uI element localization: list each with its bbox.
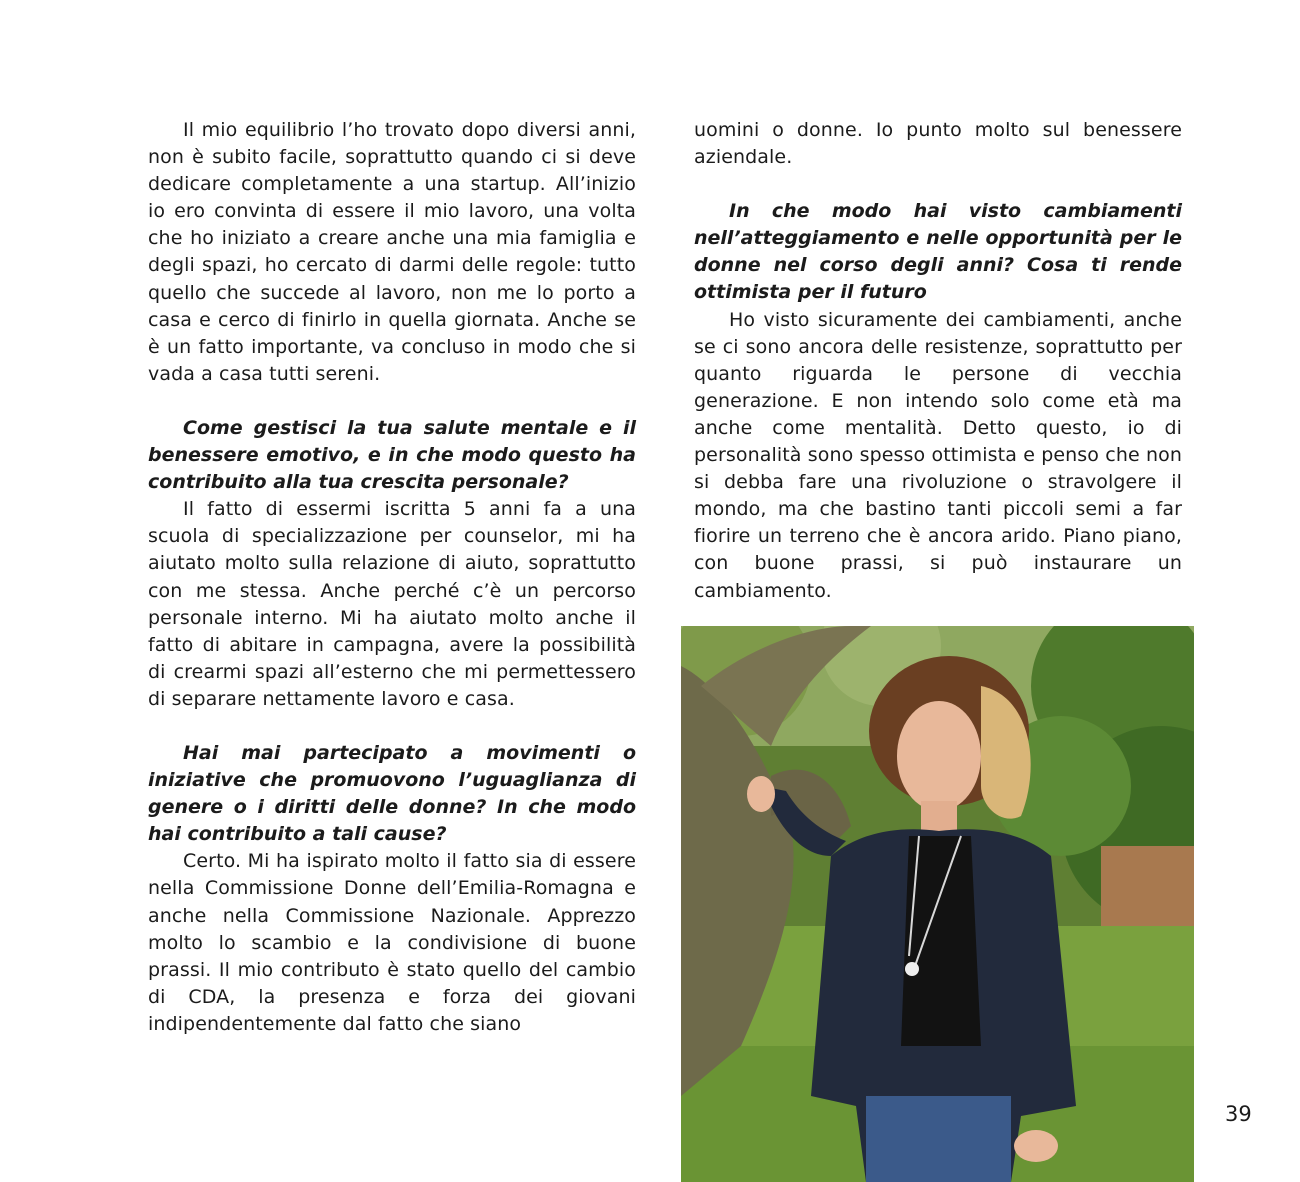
paragraph: Il fatto di essermi iscritta 5 anni fa a una scuola di specializzazione per counselor, mi ha aiutato molto sulla relazione di aiuto, soprattutto con me stessa. Anche perché c’è un percorso personale interno. Mi ha aiutato molto anche il fatto di abitare in campagna, avere la possibilità di crearmi spazi all’esterno che mi permettessero di separare nettamente lavoro e casa. <box>148 498 636 710</box>
paragraph: uomini o donne. Io punto molto sul benessere aziendale. <box>694 119 1182 169</box>
portrait-photo <box>681 626 1194 1182</box>
left-column <box>148 117 636 1038</box>
paragraph: Ho visto sicuramente dei cambiamenti, anche se ci sono ancora delle resistenze, soprattutto per quanto riguarda le persone di vecchia generazione. E non intendo solo come età ma anche come mentalità. Detto questo, io di personalità sono spesso ottimista e penso che non si debba fare una rivoluzione o stravolgere il mondo, ma che bastino tanti piccoli semi a far fiorire un terreno che è ancora arido. Piano piano, con buone prassi, si può instaurare un cambiamento. <box>694 308 1182 602</box>
page-number: 39 <box>1225 1102 1252 1126</box>
right-column <box>694 117 1182 605</box>
paragraph: Il mio equilibrio l’ho trovato dopo diversi anni, non è subito facile, soprattutto quando ci si deve dedicare completamente a una startup. All’inizio io ero convinta di essere il mio lavoro, una volta che ho iniziato a creare anche una mia famiglia e degli spazi, ho cercato di darmi delle regole: tutto quello che succede al lavoro, non me lo porto a casa e cerco di finirlo in quella giornata. Anche se è un fatto importante, va concluso in modo che si vada a casa tutti sereni. <box>148 119 636 385</box>
interview-question: In che modo hai visto cambiamenti nell’atteggiamento e nelle opportunità per le donne nel corso degli anni? Cosa ti rende ottimista per il futuro <box>694 200 1182 304</box>
interview-question: Hai mai partecipato a movimenti o iniziative che promuovono l’uguaglianza di genere o i diritti delle donne? In che modo hai contribuito a tali cause? <box>148 741 636 846</box>
paragraph: Certo. Mi ha ispirato molto il fatto sia di essere nella Commissione Donne dell’Emilia-Romagna e anche nella Commissione Nazionale. Apprezzo molto lo scambio e la condivisione di buone prassi. Il mio contributo è stato quello del cambio di CDA, la presenza e forza dei giovani indipendentemente dal fatto che siano <box>148 850 636 1035</box>
interview-question: Come gestisci la tua salute mentale e il benessere emotivo, e in che modo questo ha contribuito alla tua crescita personale? <box>148 416 636 494</box>
